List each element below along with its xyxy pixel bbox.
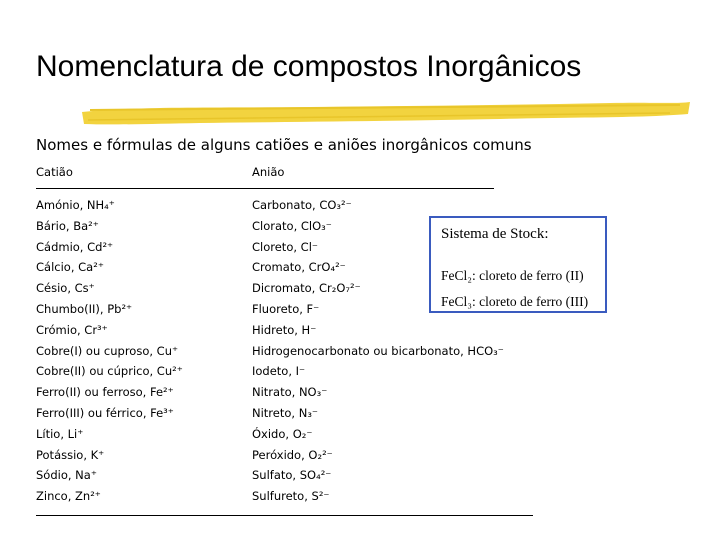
cation-cell: Sódio, Na⁺ [36,468,97,483]
anion-cell: Carbonato, CO₃²⁻ [252,198,352,212]
table-row [0,302,720,322]
stock-example-fecl3: FeCl₃: cloreto de ferro (III) [441,294,589,309]
table-row [0,489,720,509]
table-row [0,260,720,280]
anion-cell: Peróxido, O₂²⁻ [252,447,333,462]
cation-cell: Potássio, K⁺ [36,447,105,462]
anion-cell: Nitreto, N₃⁻ [252,406,318,420]
table-row [0,219,720,239]
cation-cell: Cádmio, Cd²⁺ [36,239,114,254]
cation-column-header: Catião [36,165,73,179]
anion-cell: Dicromato, Cr₂O₇²⁻ [252,281,361,296]
page-title: Nomenclatura de compostos Inorgânicos [36,50,582,83]
table-row [0,448,720,468]
table-row [0,344,720,364]
anion-column-header: Anião [252,165,285,179]
cation-cell: Crómio, Cr³⁺ [36,322,108,337]
table-row [0,468,720,488]
anion-cell: Fluoreto, F⁻ [252,302,320,316]
table-row [0,385,720,405]
table-row [0,364,720,384]
cation-cell: Zinco, Zn²⁺ [36,489,101,504]
table-row [0,240,720,260]
cation-cell: Cobre(I) ou cuproso, Cu⁺ [36,343,179,358]
anion-cell: Hidrogenocarbonato ou bicarbonato, HCO₃⁻ [252,343,504,358]
table-row [0,323,720,343]
anion-cell: Sulfureto, S²⁻ [252,489,330,504]
highlight-stroke [80,98,692,128]
anion-cell: Óxido, O₂⁻ [252,426,313,441]
anion-cell: Sulfato, SO₄²⁻ [252,468,332,483]
cation-cell: Ferro(II) ou ferroso, Fe²⁺ [36,385,174,400]
cation-cell: Bário, Ba²⁺ [36,218,99,233]
cation-cell: Amónio, NH₄⁺ [36,198,115,212]
table-bottom-divider [36,515,533,516]
anion-cell: Cromato, CrO₄²⁻ [252,260,346,275]
anion-cell: Hidreto, H⁻ [252,322,317,337]
table-row [0,427,720,447]
anion-cell: Cloreto, Cl⁻ [252,239,318,254]
anion-cell: Iodeto, I⁻ [252,364,306,379]
stock-system-box [429,216,607,313]
cation-cell: Lítio, Li⁺ [36,426,84,441]
header-divider [36,188,494,189]
table-row [0,198,720,218]
cation-cell: Ferro(III) ou férrico, Fe³⁺ [36,406,174,420]
stock-box-title: Sistema de Stock: [441,226,549,242]
anion-cell: Clorato, ClO₃⁻ [252,218,332,233]
cation-cell: Chumbo(II), Pb²⁺ [36,302,133,316]
table-row [0,406,720,426]
cation-cell: Césio, Cs⁺ [36,281,95,296]
cation-cell: Cálcio, Ca²⁺ [36,260,104,275]
table-row [0,281,720,301]
cation-cell: Cobre(II) ou cúprico, Cu²⁺ [36,364,183,379]
table-caption: Nomes e fórmulas de alguns catiões e aniões inorgânicos comuns [36,136,532,154]
stock-example-fecl2: FeCl₂: cloreto de ferro (II) [441,268,584,283]
anion-cell: Nitrato, NO₃⁻ [252,385,328,400]
